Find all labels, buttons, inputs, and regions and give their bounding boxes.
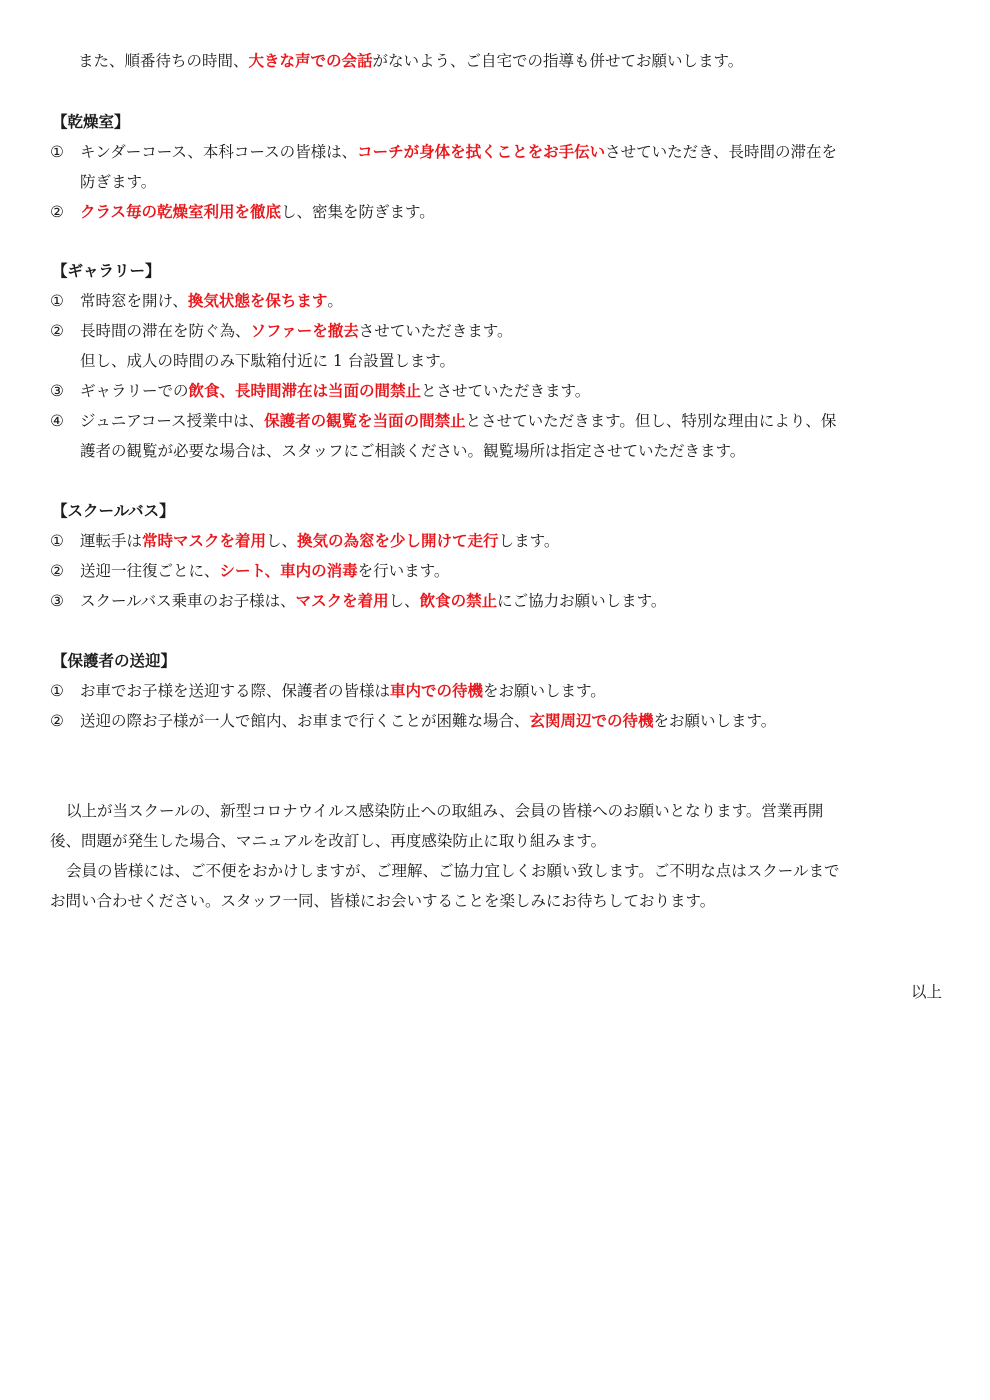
- item-text: お車でお子様を送迎する際、保護者の皆様は: [80, 682, 391, 700]
- item-text: し、: [388, 592, 420, 610]
- item-text: させていただきます。: [358, 322, 513, 340]
- gallery-heading: 【ギャラリー】: [52, 261, 161, 280]
- item-highlight: 飲食、長時間滞在は当面の間禁止: [188, 381, 422, 400]
- item-text: させていただき、長時間の滞在を: [605, 143, 838, 161]
- item-text: 。: [327, 292, 343, 310]
- item-highlight: コーチが身体を拭くことをお手伝い: [357, 142, 606, 161]
- item-number: ②: [50, 712, 64, 730]
- closing-line-2: 後、問題が発生した場合、マニュアルを改訂し、再度感染防止に取り組みます。: [50, 832, 607, 850]
- end-mark: 以上: [910, 983, 942, 1001]
- item-text: 送迎一往復ごとに、: [80, 562, 220, 580]
- item-text: 常時窓を開け、: [80, 292, 188, 310]
- gallery-item-2-continued: 但し、成人の時間のみ下駄箱付近に 1 台設置します。: [80, 352, 455, 370]
- item-number: ①: [50, 532, 64, 550]
- closing-line-3: 会員の皆様には、ご不便をおかけしますが、ご理解、ご協力宜しくお願い致します。ご不明な点はスクールまで: [66, 862, 840, 880]
- intro-text: がないよう、ご自宅での指導も併せてお願いします。: [372, 52, 744, 70]
- item-highlight: 保護者の観覧を当面の間禁止: [264, 411, 466, 430]
- item-number: ②: [50, 203, 64, 221]
- item-text: し、密集を防ぎます。: [281, 203, 435, 221]
- drying-item-2: [0, 197, 990, 227]
- bus-item-3: [0, 586, 990, 616]
- item-number: ②: [50, 562, 64, 580]
- item-text: スクールバス乗車のお子様は、: [80, 592, 296, 610]
- item-number: ①: [50, 143, 64, 161]
- item-highlight: マスクを着用: [295, 591, 389, 610]
- intro-text: また、順番待ちの時間、: [78, 52, 249, 70]
- item-text: キンダーコース、本科コースの皆様は、: [80, 143, 358, 161]
- item-text: ギャラリーでの: [80, 382, 189, 400]
- item-text: 送迎の際お子様が一人で館内、お車まで行くことが困難な場合、: [80, 712, 530, 730]
- pickup-item-2: [0, 706, 990, 736]
- item-text: とさせていただきます。: [421, 382, 591, 400]
- item-text: します。: [498, 532, 560, 550]
- item-text: をお願いします。: [653, 712, 777, 730]
- pickup-item-1: [0, 676, 990, 706]
- item-text: をお願いします。: [483, 682, 606, 700]
- item-highlight: クラス毎の乾燥室利用を徹底: [80, 202, 282, 221]
- bus-item-1: [0, 526, 990, 556]
- item-highlight: 玄関周辺での待機: [529, 711, 654, 730]
- intro-highlight: 大きな声での会話: [248, 51, 373, 70]
- gallery-item-4: [0, 406, 990, 436]
- parent-pickup-heading: 【保護者の送迎】: [52, 651, 177, 670]
- gallery-item-3: [0, 376, 990, 406]
- item-text: ジュニアコース授業中は、: [80, 412, 265, 430]
- item-text: を行います。: [357, 562, 450, 580]
- item-number: ②: [50, 322, 64, 340]
- item-highlight: 換気状態を保ちます: [187, 291, 328, 310]
- closing-line-1: 以上が当スクールの、新型コロナウイルス感染防止への取組み、会員の皆様へのお願いとなります。営業再開: [66, 802, 824, 820]
- item-number: ③: [50, 592, 64, 610]
- closing-line-4: お問い合わせください。スタッフ一同、皆様にお会いすることを楽しみにお待ちしております。: [50, 892, 716, 910]
- drying-room-heading: 【乾燥室】: [52, 112, 130, 131]
- item-highlight: 常時マスクを着用: [142, 531, 267, 550]
- item-text: し、: [266, 532, 298, 550]
- item-text: 運転手は: [80, 532, 143, 550]
- gallery-item-1: [0, 286, 990, 316]
- intro-paragraph: [78, 46, 743, 76]
- bus-item-2: [0, 556, 990, 586]
- item-number: ④: [50, 412, 64, 430]
- item-number: ①: [50, 682, 64, 700]
- item-highlight: シート、車内の消毒: [219, 561, 358, 580]
- item-number: ①: [50, 292, 64, 310]
- item-text: 長時間の滞在を防ぐ為、: [80, 322, 251, 340]
- item-highlight: 飲食の禁止: [419, 591, 498, 610]
- item-text: とさせていただきます。但し、特別な理由により、保: [465, 412, 837, 430]
- school-bus-heading: 【スクールバス】: [52, 501, 175, 520]
- drying-item-1: [0, 137, 990, 167]
- gallery-item-4-continued: 護者の観覧が必要な場合は、スタッフにご相談ください。観覧場所は指定させていただきます。: [80, 442, 746, 460]
- item-highlight: 換気の為窓を少し開けて走行: [297, 531, 499, 550]
- item-number: ③: [50, 382, 64, 400]
- gallery-item-2: [0, 316, 990, 346]
- item-highlight: ソファーを撤去: [250, 321, 359, 340]
- drying-item-1-continued: 防ぎます。: [80, 173, 157, 191]
- item-highlight: 車内での待機: [390, 681, 484, 700]
- item-text: にご協力お願いします。: [497, 592, 667, 610]
